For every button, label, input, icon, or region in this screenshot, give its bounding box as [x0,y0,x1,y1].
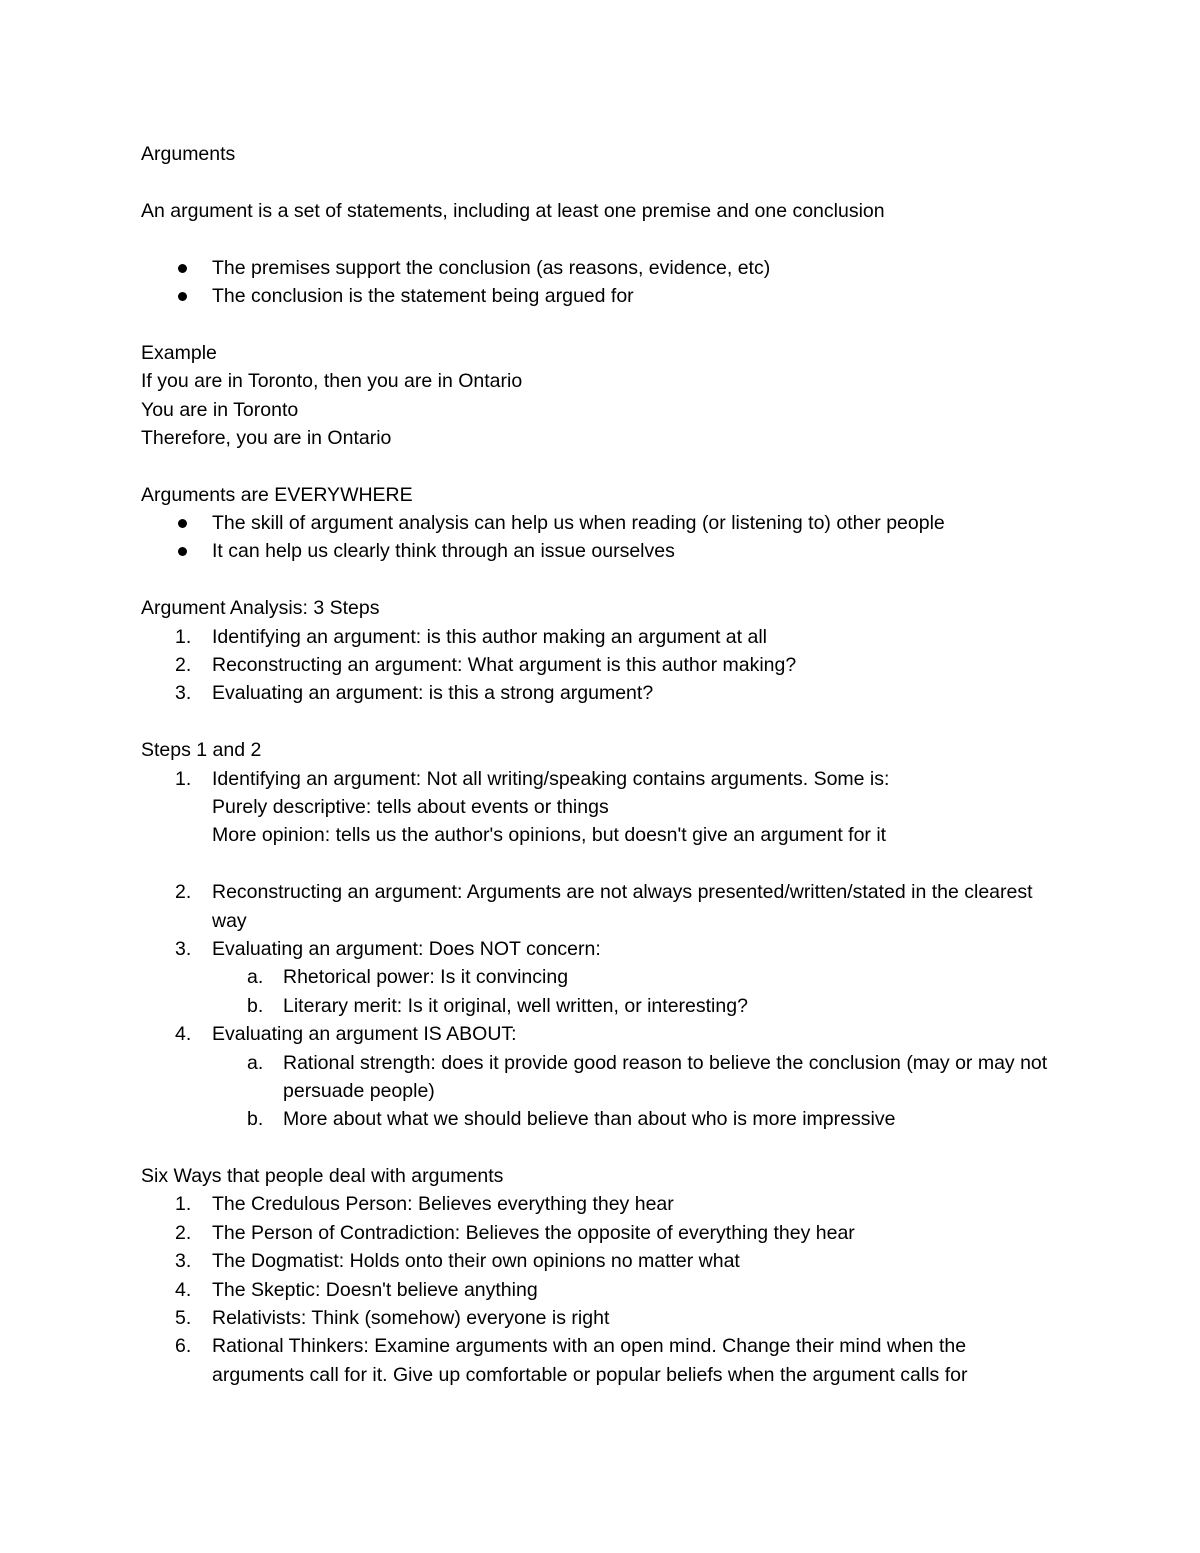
example-line: Therefore, you are in Ontario [141,426,392,449]
example-heading: Example [141,341,217,364]
bullet-icon [178,519,187,528]
list-item: It can help us clearly think through an issue ourselves [141,537,1061,565]
list-item: 4. Evaluating an argument IS ABOUT: [175,1023,517,1046]
definition-text: An argument is a set of statements, including at least one premise and one conclusion [141,199,885,222]
bullet-icon [178,264,187,273]
list-item: 1. The Credulous Person: Believes everything they hear [175,1193,674,1216]
list-item: 3. Evaluating an argument: Does NOT concern: [175,937,601,960]
sub-list-item: a. Rational strength: does it provide good reason to believe the conclusion (may or may not persuade people) [247,1051,1048,1102]
list-item-continuation: More opinion: tells us the author's opinions, but doesn't give an argument for it [212,824,887,847]
list-item: 3. The Dogmatist: Holds onto their own opinions no matter what [175,1250,740,1273]
six-ways-heading: Six Ways that people deal with arguments [141,1165,504,1188]
list-item: 1. Identifying an argument: Not all writing/speaking contains arguments. Some is: [175,767,890,790]
analysis-heading: Argument Analysis: 3 Steps [141,597,380,620]
list-item: 2. The Person of Contradiction: Believes the opposite of everything they hear [175,1221,855,1244]
sub-list-item: a. Rhetorical power: Is it convincing [247,966,569,989]
list-item: 6. Rational Thinkers: Examine arguments with an open mind. Change their mind when the arguments call for it. Give up comfortable or popular beliefs when the argument calls for [175,1335,968,1386]
sub-list-item: b. Literary merit: Is it original, well written, or interesting? [247,994,748,1017]
list-item: 2. Reconstructing an argument: Arguments are not always presented/written/stated in the clearest way [175,881,1033,932]
list-item-continuation: Purely descriptive: tells about events or things [212,795,609,818]
example-line: You are in Toronto [141,398,299,421]
example-line: If you are in Toronto, then you are in Ontario [141,370,523,393]
list-item: 5. Relativists: Think (somehow) everyone is right [175,1307,610,1330]
list-item: The conclusion is the statement being argued for [141,282,1061,310]
bullet-icon [178,547,187,556]
list-item: The premises support the conclusion (as reasons, evidence, etc) [141,254,1061,282]
sub-list-item: b. More about what we should believe than about who is more impressive [247,1108,896,1131]
list-item: 4. The Skeptic: Doesn't believe anything [175,1278,538,1301]
list-item: 3. Evaluating an argument: is this a strong argument? [175,682,654,705]
list-item: The skill of argument analysis can help us when reading (or listening to) other people [141,509,1061,537]
steps-heading: Steps 1 and 2 [141,739,262,762]
bullet-icon [178,292,187,301]
everywhere-heading: Arguments are EVERYWHERE [141,483,413,506]
document-title: Arguments [141,143,236,165]
list-item: 1. Identifying an argument: is this author making an argument at all [175,625,767,648]
document-body [141,140,1061,1389]
list-item: 2. Reconstructing an argument: What argument is this author making? [175,654,797,677]
